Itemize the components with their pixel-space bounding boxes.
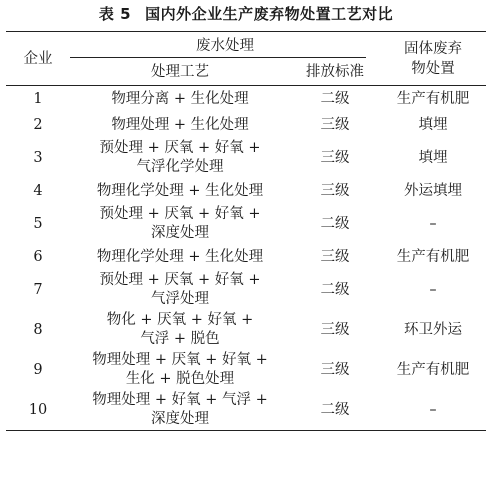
- cell-enterprise-id: 6: [33, 249, 43, 265]
- cell-enterprise-id: 2: [33, 117, 43, 133]
- cell-solid-waste: 外运填埋: [404, 183, 462, 199]
- table-body: [6, 86, 486, 431]
- cell-process-line: 物化 + 厌氧 + 好氧 +: [106, 312, 254, 328]
- cell-process-line: 物理处理 + 厌氧 + 好氧 +: [92, 352, 268, 368]
- cell-solid-waste: 环卫外运: [404, 321, 462, 338]
- cell-enterprise-id: 10: [6, 390, 70, 431]
- header-standard: 排放标准: [290, 59, 380, 86]
- cell-process-line: 预处理 + 厌氧 + 好氧 +: [99, 206, 261, 222]
- cell-enterprise-id: 4: [33, 183, 43, 199]
- cell-process-line: 物理处理 + 生化处理: [111, 117, 249, 133]
- cell-standard: 二级: [290, 390, 380, 431]
- cell-standard: 二级: [320, 281, 350, 298]
- cell-standard: 三级: [320, 321, 350, 338]
- header-wastewater: 废水处理: [70, 32, 380, 60]
- header-solid-waste: [380, 32, 486, 86]
- table-row: [6, 178, 486, 204]
- cell-process: [70, 244, 290, 270]
- cell-process: [70, 390, 290, 431]
- cell-process: [70, 310, 290, 350]
- cell-process-line: 物理化学处理 + 生化处理: [96, 249, 264, 265]
- comparison-table: [6, 31, 486, 431]
- cell-process: [70, 204, 290, 244]
- cell-process-line: 物理化学处理 + 生化处理: [96, 183, 264, 199]
- cell-standard: 三级: [320, 149, 350, 166]
- cell-process-line: 预处理 + 厌氧 + 好氧 +: [99, 272, 261, 288]
- header-solid-waste-line2: 物处置: [411, 60, 455, 77]
- cell-solid-waste: –: [380, 390, 486, 431]
- table-caption: [0, 4, 492, 24]
- cell-process: [70, 178, 290, 204]
- table-row: [6, 350, 486, 390]
- cell-enterprise-id: 8: [33, 321, 43, 338]
- header-solid-waste-line1: 固体废弃: [404, 40, 462, 57]
- cell-standard: 二级: [320, 91, 350, 107]
- cell-process-line: 物理处理 + 好氧 + 气浮 +: [92, 392, 268, 408]
- header-enterprise: 企业: [6, 32, 70, 86]
- table-header: [6, 32, 486, 86]
- cell-process: [70, 350, 290, 390]
- cell-enterprise-id: 7: [33, 281, 43, 298]
- table-row: [6, 204, 486, 244]
- cell-solid-waste: –: [429, 215, 437, 232]
- cell-process-line: 深度处理: [151, 225, 209, 241]
- cell-solid-waste: 填埋: [418, 117, 448, 133]
- cell-solid-waste: 生产有机肥: [396, 91, 470, 107]
- cell-enterprise-id: 5: [33, 215, 43, 232]
- cell-process-line: 物理分离 + 生化处理: [111, 91, 249, 107]
- cell-process-line: 深度处理: [151, 411, 209, 427]
- cell-standard: 二级: [320, 215, 350, 232]
- cell-enterprise-id: 9: [33, 361, 43, 378]
- cell-standard: 三级: [320, 117, 350, 133]
- cell-enterprise-id: 1: [33, 91, 43, 107]
- header-process: 处理工艺: [70, 59, 290, 86]
- cell-process-line: 气浮化学处理: [136, 159, 224, 175]
- cell-process: [70, 112, 290, 138]
- cell-process-line: 生化 + 脱色处理: [125, 371, 235, 387]
- cell-process-line: 气浮 + 脱色: [140, 331, 220, 347]
- cell-solid-waste: 生产有机肥: [396, 361, 470, 378]
- table-row: [6, 390, 486, 431]
- cell-process: [70, 270, 290, 310]
- cell-process-line: 气浮处理: [151, 291, 209, 307]
- cell-solid-waste: –: [429, 281, 437, 298]
- cell-process: [70, 86, 290, 113]
- table-row: [6, 310, 486, 350]
- cell-process: [70, 138, 290, 178]
- table-row: [6, 138, 486, 178]
- cell-standard: 三级: [320, 183, 350, 199]
- table-row: [6, 244, 486, 270]
- table-caption-label: 表 5: [98, 5, 132, 23]
- cell-solid-waste: 生产有机肥: [396, 249, 470, 265]
- table-row: [6, 86, 486, 113]
- table-row: [6, 270, 486, 310]
- cell-standard: 三级: [320, 361, 350, 378]
- table-caption-title: 国内外企业生产废弃物处置工艺对比: [145, 5, 394, 23]
- cell-process-line: 预处理 + 厌氧 + 好氧 +: [99, 140, 261, 156]
- cell-enterprise-id: 3: [33, 149, 43, 166]
- table-row: [6, 112, 486, 138]
- cell-standard: 三级: [320, 249, 350, 265]
- cell-solid-waste: 填埋: [418, 149, 448, 166]
